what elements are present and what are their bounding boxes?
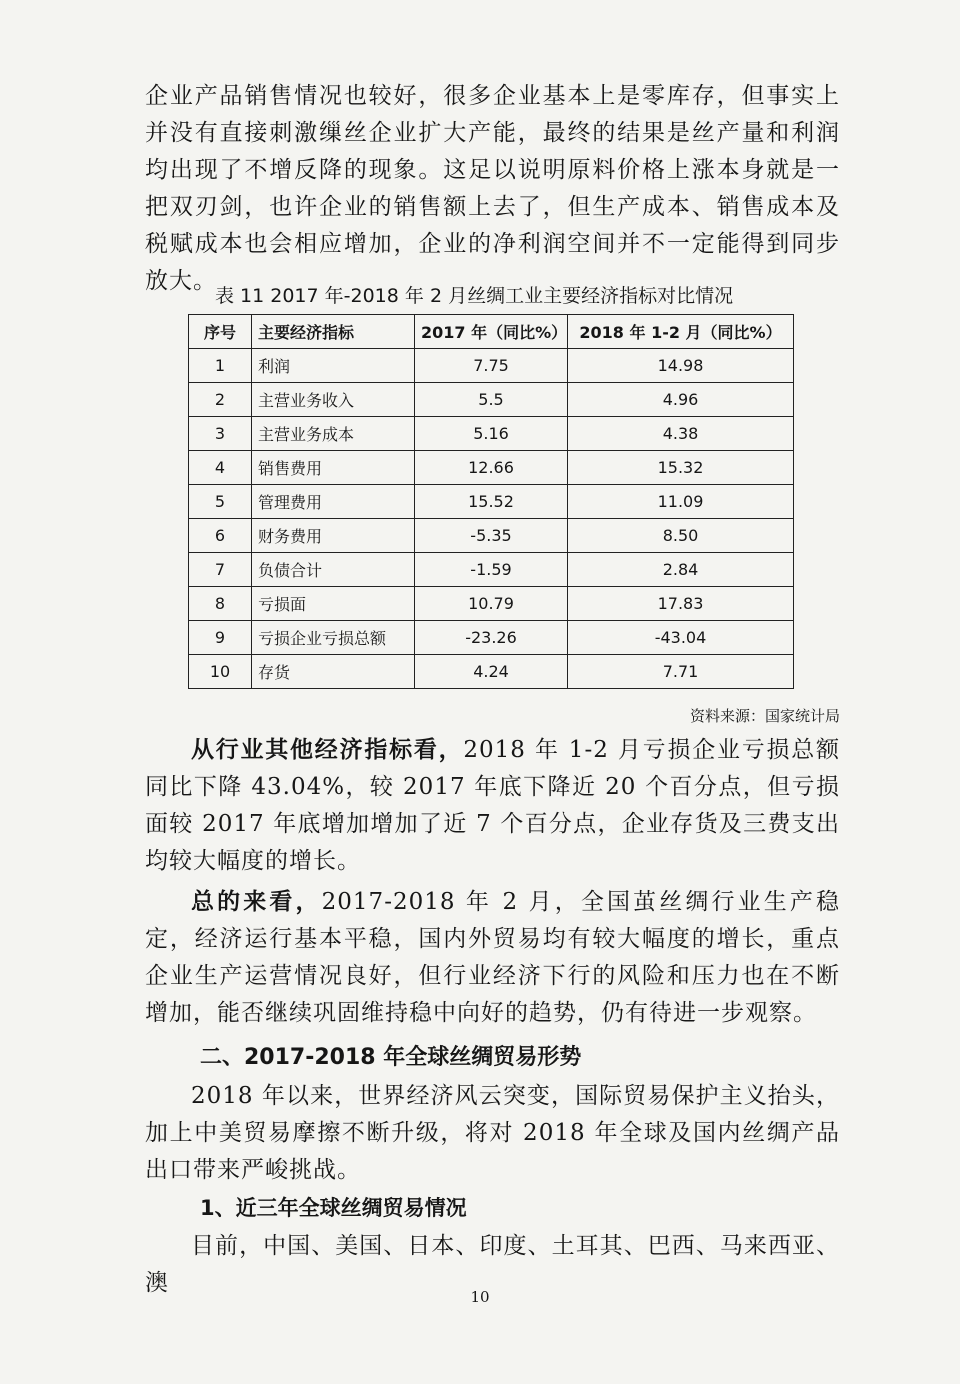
row-value-2018: 8.50 — [568, 519, 794, 553]
row-indicator: 亏损企业亏损总额 — [252, 621, 415, 655]
row-index: 8 — [189, 587, 252, 621]
paragraph-summary-lead: 总的来看， — [191, 888, 322, 915]
paragraph-countries: 目前，中国、美国、日本、印度、土耳其、巴西、马来西亚、澳 — [145, 1233, 840, 1296]
table-header-row — [189, 315, 794, 349]
row-value-2017: -5.35 — [415, 519, 568, 553]
row-index: 6 — [189, 519, 252, 553]
row-value-2018: -43.04 — [568, 621, 794, 655]
row-index: 3 — [189, 417, 252, 451]
table-row — [189, 451, 794, 485]
header-indicator: 主要经济指标 — [252, 315, 415, 349]
paragraph-indicators — [145, 731, 840, 880]
row-index: 10 — [189, 655, 252, 689]
subsection-heading: 1、近三年全球丝绸贸易情况 — [200, 1196, 467, 1220]
row-index: 2 — [189, 383, 252, 417]
row-value-2018: 4.96 — [568, 383, 794, 417]
header-2018: 2018 年 1-2 月（同比%） — [568, 315, 794, 349]
page-number: 10 — [470, 1288, 490, 1306]
row-indicator: 销售费用 — [252, 451, 415, 485]
row-value-2017: 5.16 — [415, 417, 568, 451]
row-value-2018: 11.09 — [568, 485, 794, 519]
table-source-note: 资料来源：国家统计局 — [689, 707, 840, 725]
row-value-2018: 14.98 — [568, 349, 794, 383]
row-index: 4 — [189, 451, 252, 485]
paragraph-indicators-text: 2018 年 1-2 月亏损企业亏损总额同比下降 43.04%，较 2017 年底下降近 20 个百分点，但亏损面较 2017 年底增加增加了近 7 个百分点，企业存货及三费支出均较大幅度的增长。 — [145, 737, 841, 874]
row-value-2017: 5.5 — [415, 383, 568, 417]
economic-indicators-table — [188, 314, 794, 689]
table-row — [189, 621, 794, 655]
table-caption: 表 11 2017 年-2018 年 2 月丝绸工业主要经济指标对比情况 — [215, 285, 734, 307]
row-value-2017: 12.66 — [415, 451, 568, 485]
row-indicator: 负债合计 — [252, 553, 415, 587]
row-value-2018: 4.38 — [568, 417, 794, 451]
row-value-2017: 7.75 — [415, 349, 568, 383]
row-value-2017: 10.79 — [415, 587, 568, 621]
row-indicator: 管理费用 — [252, 485, 415, 519]
row-index: 9 — [189, 621, 252, 655]
row-indicator: 利润 — [252, 349, 415, 383]
row-value-2018: 15.32 — [568, 451, 794, 485]
table-row — [189, 349, 794, 383]
paragraph-global-trade: 2018 年以来，世界经济风云突变，国际贸易保护主义抬头，加上中美贸易摩擦不断升级，将对 2018 年全球及国内丝绸产品出口带来严峻挑战。 — [145, 1083, 840, 1183]
table-row — [189, 655, 794, 689]
row-value-2018: 7.71 — [568, 655, 794, 689]
row-index: 5 — [189, 485, 252, 519]
table-row — [189, 485, 794, 519]
row-indicator: 主营业务成本 — [252, 417, 415, 451]
row-indicator: 主营业务收入 — [252, 383, 415, 417]
table-row — [189, 553, 794, 587]
row-index: 7 — [189, 553, 252, 587]
row-indicator: 存货 — [252, 655, 415, 689]
table-row — [189, 587, 794, 621]
section-heading: 二、2017-2018 年全球丝绸贸易形势 — [200, 1045, 582, 1070]
paragraph-summary-text: 2017-2018 年 2 月，全国茧丝绸行业生产稳定，经济运行基本平稳，国内外贸易均有较大幅度的增长，重点企业生产运营情况良好，但行业经济下行的风险和压力也在不断增加，能否继续巩固维持稳中向好的趋势，仍有待进一步观察。 — [145, 889, 841, 1026]
row-value-2017: 4.24 — [415, 655, 568, 689]
row-value-2018: 17.83 — [568, 587, 794, 621]
table-row — [189, 519, 794, 553]
table-row — [189, 417, 794, 451]
row-value-2017: 15.52 — [415, 485, 568, 519]
table-row — [189, 383, 794, 417]
paragraph-summary — [145, 883, 840, 1032]
row-index: 1 — [189, 349, 252, 383]
row-value-2018: 2.84 — [568, 553, 794, 587]
row-indicator: 财务费用 — [252, 519, 415, 553]
header-index: 序号 — [189, 315, 252, 349]
paragraph-indicators-lead: 从行业其他经济指标看， — [191, 736, 464, 763]
header-2017: 2017 年（同比%） — [415, 315, 568, 349]
row-indicator: 亏损面 — [252, 587, 415, 621]
intro-paragraph: 企业产品销售情况也较好，很多企业基本上是零库存，但事实上并没有直接刺激缫丝企业扩大产能，最终的结果是丝产量和利润均出现了不增反降的现象。这足以说明原料价格上涨本身就是一把双刃剑，也许企业的销售额上去了，但生产成本、销售成本及税赋成本也会相应增加，企业的净利润空间并不一定能得到同步放大。 — [145, 83, 840, 294]
row-value-2017: -23.26 — [415, 621, 568, 655]
row-value-2017: -1.59 — [415, 553, 568, 587]
